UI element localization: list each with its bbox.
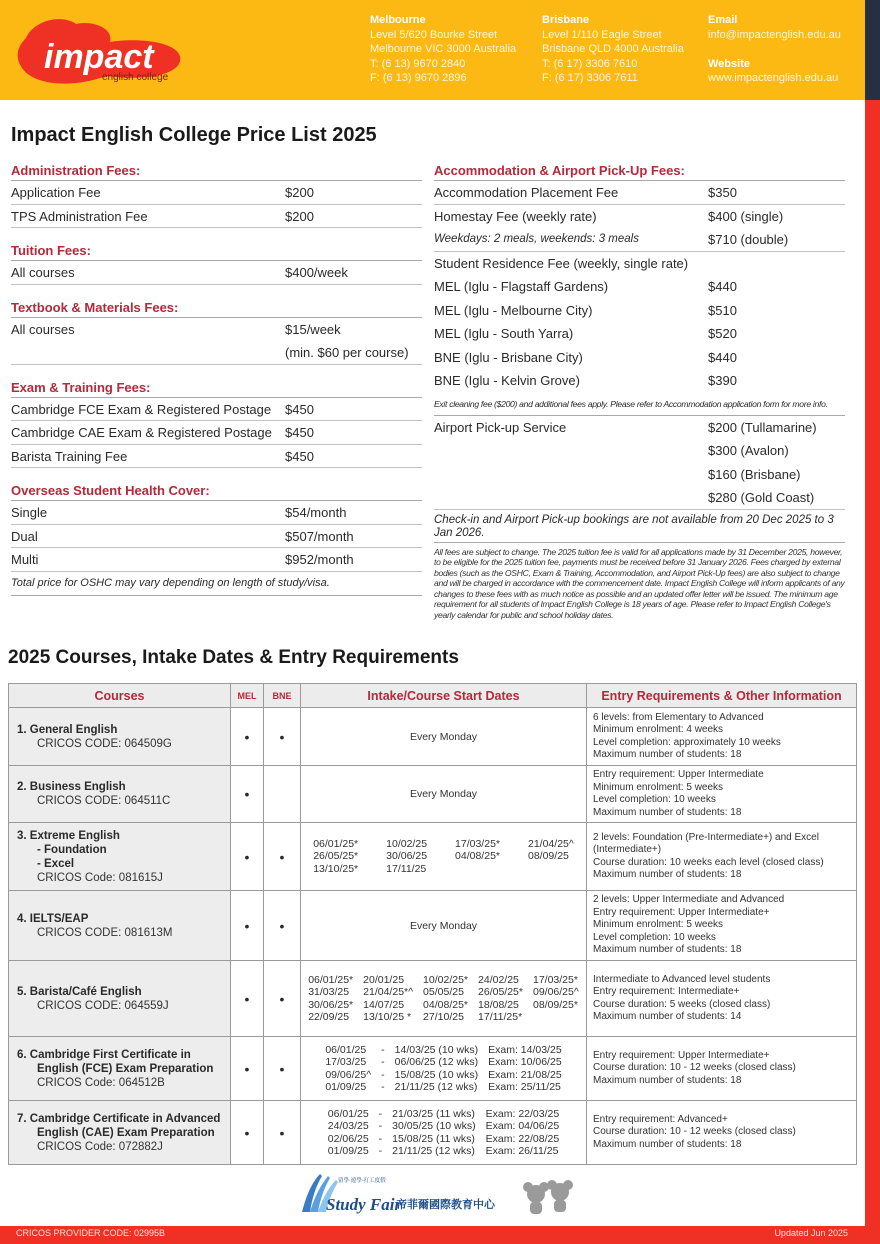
address-line: Level 5/620 Bourke Street [370, 28, 498, 41]
course-name: 1. General English [17, 723, 118, 736]
intake-text: Every Monday [409, 788, 478, 800]
intake-date: 04/08/25* [455, 850, 500, 863]
intake-date: 08/09/25 [528, 850, 569, 863]
fee-label: Cambridge CAE Exam & Registered Postage [11, 425, 272, 440]
fee-label: Single [11, 505, 48, 520]
email-link[interactable]: info@impactenglish.edu.au [708, 28, 841, 41]
course-subtitle: - Foundation [37, 843, 107, 856]
mel-availability [231, 823, 264, 891]
intake-dates [301, 1037, 587, 1101]
cricos-code: CRICOS CODE: 064559J [37, 999, 169, 1012]
address-line: Melbourne VIC 3000 Australia [370, 43, 517, 55]
website-link[interactable]: www.impactenglish.edu.au [708, 72, 839, 84]
fee-row [11, 341, 422, 365]
info-line: Course duration: 10 weeks each level (closed class) [593, 856, 824, 868]
fee-row [11, 501, 422, 525]
cricos-code: CRICOS CODE: 064509G [37, 737, 172, 750]
range-start: 06/01/25 [327, 1107, 369, 1120]
fee-label: BNE (Iglu - Kelvin Grove) [434, 373, 580, 388]
cricos-code: CRICOS CODE: 081613M [37, 926, 173, 939]
logo-subtext: english college [102, 72, 169, 83]
date-grid [308, 974, 579, 1024]
fee-label: Weekdays: 2 meals, weekends: 3 meals [434, 233, 639, 245]
intake-date: 08/09/25* [532, 998, 578, 1011]
course-subtitle: - Excel [37, 857, 75, 870]
fee-value: $280 (Gold Coast) [708, 490, 815, 505]
available-dot-icon: • [244, 1060, 250, 1077]
logo-i: impact [44, 38, 154, 76]
contact-melbourne [370, 13, 516, 86]
info-line: Entry requirement: Advanced+ [593, 1113, 728, 1125]
info-line: Entry requirement: Upper Intermediate+ [593, 906, 770, 918]
header-courses: Courses [9, 684, 231, 708]
entry-requirements [587, 708, 857, 766]
intake-dates [301, 891, 587, 961]
header-mel: MEL [231, 684, 264, 708]
course-name: 4. IELTS/EAP [17, 912, 89, 925]
fee-value: $952/month [285, 552, 354, 567]
intake-date: 17/11/25 [386, 862, 427, 875]
info-line: Course duration: 10 - 12 weeks (closed class) [593, 1126, 796, 1138]
fee-value: $450 [285, 401, 314, 417]
fee-row [11, 421, 422, 445]
entry-requirements [587, 1101, 857, 1165]
available-dot-icon: • [279, 917, 285, 934]
koala-icon [523, 1180, 573, 1214]
fee-row [11, 261, 422, 285]
mel-availability [231, 766, 264, 823]
fee-value: $200 (Tullamarine) [708, 419, 817, 435]
entry-requirements [587, 961, 857, 1037]
range-end: 21/03/25 (11 wks) [392, 1107, 475, 1120]
bne-availability [264, 891, 301, 961]
course-name: 2. Business English [17, 781, 126, 793]
intake-dates [301, 823, 587, 891]
residence-heading: Student Residence Fee (weekly, single rate) [434, 255, 689, 271]
info-line: Maximum number of students: 18 [593, 749, 742, 760]
intake-date: 24/02/25 [478, 973, 519, 986]
course-cell [9, 1101, 231, 1165]
fee-value: $200 [285, 208, 314, 224]
fine-print: All fees are subject to change. The 2025 tuition fee is valid for all applications made by 31 December 2025, however, to be eligible for the 2025 tuition fee, payments must be received before 31 January 2026. Fees charged by external bodies (such as the OSHC, Exam & Training, Accommodation, and Airport Pick-Up fees) are also subject to change and will be charged in accordance with the commencement date. Impact English College will inform applicants of any changes to these fees with as much notice as possible and an updated offer letter will be issued. The minimum age requirement for all students of Impact English College is 18 years of age. Please refer to Impact English College's yearly calendar for public and school holiday dates. [434, 546, 845, 621]
intake-date: 10/02/25* [423, 973, 469, 986]
info-line: Maximum number of students: 18 [593, 806, 742, 818]
exam-date: Exam: 22/08/25 [485, 1132, 560, 1145]
header-bne: BNE [264, 684, 301, 708]
fee-value: $54/month [285, 505, 347, 520]
range-dash: - [381, 1068, 385, 1081]
available-dot-icon: • [244, 786, 250, 802]
cricos-provider-code: CRICOS PROVIDER CODE: 02995B [16, 1228, 166, 1238]
section-heading-oshc: Overseas Student Health Cover: [11, 480, 422, 501]
email-title: Email [708, 14, 738, 26]
available-dot-icon: • [244, 728, 250, 745]
range-start: 24/03/25 [327, 1120, 369, 1132]
range-end: 30/05/25 (10 wks) [392, 1120, 476, 1132]
entry-requirements [587, 891, 857, 961]
fee-row [434, 252, 845, 276]
range-end: 06/06/25 (12 wks) [394, 1056, 479, 1068]
fee-value: $400 (single) [708, 208, 784, 224]
mel-availability [231, 961, 264, 1037]
entry-requirements [587, 766, 857, 823]
fee-label: Cambridge FCE Exam & Registered Postage [11, 401, 272, 417]
mel-availability [231, 1037, 264, 1101]
intake-date: 26/05/25* [313, 850, 359, 863]
fee-value: $450 [285, 425, 314, 440]
bne-availability [264, 708, 301, 766]
fee-value: $350 [708, 185, 737, 200]
fee-value: $390 [708, 373, 737, 388]
exam-date: Exam: 21/08/25 [488, 1068, 562, 1081]
course-name: 5. Barista/Café English [17, 985, 142, 998]
fee-row [11, 181, 422, 205]
course-cell [9, 891, 231, 961]
course-row [9, 823, 857, 891]
available-dot-icon: • [279, 990, 285, 1007]
range-dash: - [378, 1107, 383, 1120]
fee-value: $300 (Avalon) [708, 443, 789, 458]
fee-value: (min. $60 per course) [285, 345, 409, 360]
info-line: Maximum number of students: 18 [593, 1074, 742, 1086]
study-fair-logo [296, 1172, 581, 1218]
info-line: Entry requirement: Intermediate+ [593, 986, 740, 997]
fees-right-column [434, 160, 845, 621]
available-dot-icon: • [244, 917, 250, 934]
contact-title: Brisbane [542, 14, 590, 26]
contact-brisbane [542, 13, 684, 86]
course-row [9, 708, 857, 766]
fee-label: MEL (Iglu - Melbourne City) [434, 302, 593, 318]
fee-value: $450 [285, 448, 314, 464]
course-row [9, 961, 857, 1037]
course-cell [9, 1037, 231, 1101]
info-line: Maximum number of students: 18 [593, 869, 742, 880]
range-start: 17/03/25 [325, 1056, 367, 1068]
available-dot-icon: • [279, 728, 285, 745]
available-dot-icon: • [279, 1060, 285, 1077]
bne-availability [264, 1037, 301, 1101]
intake-date: 10/02/25 [386, 837, 428, 850]
address-line: Brisbane QLD 4000 Australia [542, 43, 684, 55]
edge-stripe-navy [865, 0, 880, 100]
fee-row [11, 445, 422, 469]
range-dash: - [378, 1120, 383, 1132]
fee-label: MEL (Iglu - South Yarra) [434, 326, 574, 341]
available-dot-icon: • [279, 1124, 285, 1141]
fee-row [434, 439, 845, 463]
range-end: 21/11/25 (12 wks) [392, 1145, 475, 1157]
fee-value: $160 (Brisbane) [708, 466, 801, 482]
fax: F: (6 13) 9670 2896 [370, 72, 467, 84]
intake-dates [301, 961, 587, 1037]
section-heading-textbook: Textbook & Materials Fees: [11, 297, 422, 318]
courses-table [8, 683, 857, 1165]
cricos-code: CRICOS Code: 064512B [37, 1076, 165, 1089]
range-dash: - [381, 1056, 385, 1068]
fee-row [11, 548, 422, 572]
available-dot-icon: • [279, 848, 285, 865]
contact-title: Melbourne [370, 14, 426, 26]
intake-date: 27/10/25 [423, 1011, 464, 1023]
intake-date: 21/04/25*^ [363, 986, 414, 998]
mel-availability [231, 708, 264, 766]
bne-availability [264, 1101, 301, 1165]
section-heading-tuition: Tuition Fees: [11, 240, 422, 261]
range-start: 09/06/25^ [325, 1068, 372, 1081]
exam-date: Exam: 22/03/25 [485, 1107, 560, 1120]
course-row [9, 1101, 857, 1165]
range-start: 01/09/25 [325, 1081, 367, 1093]
fee-row [434, 275, 845, 299]
available-dot-icon: • [244, 848, 250, 865]
info-line: Minimum enrolment: 4 weeks [593, 724, 724, 735]
intake-date: 17/11/25* [478, 1011, 523, 1023]
fee-label: Airport Pick-up Service [434, 419, 567, 435]
exam-date: Exam: 10/06/25 [488, 1056, 562, 1068]
intake-date: 14/07/25 [363, 998, 405, 1011]
fee-row [11, 205, 422, 229]
course-cell [9, 823, 231, 891]
intake-date: 13/10/25 * [363, 1011, 412, 1023]
info-line: Maximum number of students: 14 [593, 1011, 742, 1022]
edge-stripe-red [865, 100, 880, 1244]
bne-availability [264, 961, 301, 1037]
fee-value: $440 [708, 349, 737, 365]
fee-row [434, 463, 845, 487]
fee-row [434, 346, 845, 370]
fee-row [434, 322, 845, 346]
info-line: Maximum number of students: 18 [593, 1138, 742, 1150]
info-line: Level completion: 10 weeks [593, 931, 716, 943]
fee-label: All courses [11, 321, 75, 337]
info-line: Maximum number of students: 18 [593, 944, 742, 956]
fee-value: $440 [708, 279, 737, 294]
info-line: Level completion: 10 weeks [593, 794, 716, 805]
info-line: Course duration: 5 weeks (closed class) [593, 998, 771, 1010]
intake-date: 04/08/25* [423, 998, 469, 1011]
intake-date: 17/03/25* [455, 837, 500, 850]
bne-availability [264, 766, 301, 823]
fee-label: All courses [11, 265, 75, 280]
fee-row [11, 398, 422, 422]
intake-date: 06/01/25* [308, 973, 354, 986]
header-info: Entry Requirements & Other Information [587, 684, 857, 708]
course-cell [9, 766, 231, 823]
header [0, 0, 865, 100]
mel-availability [231, 1101, 264, 1165]
section-heading-administration: Administration Fees: [11, 160, 422, 181]
course-subtitle: English (CAE) Exam Preparation [37, 1126, 215, 1139]
intake-date: 21/04/25^ [528, 837, 574, 850]
fee-row [434, 369, 845, 393]
exam-date: Exam: 14/03/25 [488, 1043, 562, 1056]
intake-date: 26/05/25* [478, 986, 523, 998]
section-heading-exam: Exam & Training Fees: [11, 377, 422, 398]
intake-date: 22/09/25 [308, 1011, 350, 1023]
intake-text: Every Monday [409, 730, 478, 743]
available-dot-icon: • [244, 990, 250, 1007]
partner-chinese-name: 帝菲爾國際教育中心 [396, 1198, 495, 1211]
fax: F: (6 17) 3306 7611 [542, 72, 638, 84]
course-row [9, 766, 857, 823]
intake-date: 30/06/25* [308, 998, 354, 1011]
info-line: 2 levels: Foundation (Pre-Intermediate+) and Excel (Intermediate+) [593, 831, 819, 855]
fee-value: $510 [708, 302, 737, 318]
course-subtitle: English (FCE) Exam Preparation [37, 1062, 214, 1075]
intake-date: 06/01/25* [313, 837, 359, 850]
available-dot-icon: • [244, 1124, 250, 1141]
fee-label: Accommodation Placement Fee [434, 185, 619, 200]
range-start: 01/09/25 [327, 1145, 369, 1157]
range-end: 15/08/25 (11 wks) [392, 1132, 475, 1145]
address-line: Level 1/110 Eagle Street [542, 28, 662, 41]
fee-label: Barista Training Fee [11, 448, 128, 464]
section-heading-accommodation: Accommodation & Airport Pick-Up Fees: [434, 160, 845, 181]
fee-label [11, 341, 285, 364]
intake-date: 20/01/25 [363, 973, 405, 986]
intake-dates [301, 708, 587, 766]
course-cell [9, 708, 231, 766]
mel-availability [231, 891, 264, 961]
range-dash: - [378, 1145, 383, 1157]
course-row [9, 1037, 857, 1101]
fee-row [434, 181, 845, 205]
course-name: 3. Extreme English [17, 829, 120, 842]
partner-tagline: 留學·遊學·打工度假 [338, 1178, 386, 1184]
cricos-code: CRICOS CODE: 064511C [37, 795, 171, 807]
range-end: 14/03/25 (10 wks) [394, 1043, 479, 1056]
info-line: Minimum enrolment: 5 weeks [593, 781, 724, 793]
course-cell [9, 961, 231, 1037]
fee-row [434, 416, 845, 440]
exam-date: Exam: 04/06/25 [485, 1120, 560, 1132]
fee-row [434, 299, 845, 323]
intake-date: 09/06/25^ [532, 986, 579, 998]
impact-logo [14, 16, 184, 88]
residence-note: Exit cleaning fee ($200) and additional fees apply. Please refer to Accommodation application form for more info. [434, 393, 845, 416]
range-end: 15/08/25 (10 wks) [394, 1068, 479, 1081]
info-line: 6 levels: from Elementary to Advanced [593, 711, 764, 723]
intake-date: 05/05/25 [423, 986, 464, 998]
info-line: Entry requirement: Upper Intermediate+ [593, 1049, 770, 1061]
fee-label: Multi [11, 552, 39, 567]
range-dash: - [378, 1132, 383, 1145]
info-line: Level completion: approximately 10 weeks [593, 736, 781, 748]
fee-label: Dual [11, 528, 38, 544]
fee-value: $507/month [285, 528, 354, 544]
range-dash: - [381, 1043, 385, 1056]
checkin-note: Check-in and Airport Pick-up bookings are not available from 20 Dec 2025 to 3 Jan 2026. [434, 510, 845, 543]
fee-value: $400/week [285, 265, 348, 280]
range-end: 21/11/25 (12 wks) [394, 1081, 478, 1093]
fee-label: Application Fee [11, 185, 101, 200]
range-dash: - [381, 1081, 385, 1093]
header-dates: Intake/Course Start Dates [301, 684, 587, 708]
intake-date: 30/06/25 [386, 850, 428, 863]
updated-date: Updated Jun 2025 [774, 1228, 848, 1238]
fee-value: $200 [285, 185, 314, 200]
fee-value: $15/week [285, 321, 341, 337]
phone: T: (6 13) 9670 2840 [370, 57, 466, 70]
fee-label: Homestay Fee (weekly rate) [434, 208, 597, 224]
info-line: Entry requirement: Upper Intermediate [593, 769, 764, 780]
fee-label: MEL (Iglu - Flagstaff Gardens) [434, 279, 609, 294]
course-row [9, 891, 857, 961]
fee-label: TPS Administration Fee [11, 208, 148, 224]
fee-label: BNE (Iglu - Brisbane City) [434, 349, 583, 365]
cricos-code: CRICOS Code: 072882J [37, 1140, 163, 1153]
partner-name: Study Fair [326, 1195, 402, 1214]
exam-date: Exam: 25/11/25 [488, 1081, 561, 1093]
info-line: Intermediate to Advanced level students [593, 973, 771, 985]
fee-value: $710 (double) [708, 232, 789, 247]
range-start: 06/01/25 [325, 1043, 367, 1056]
date-range-grid [328, 1108, 559, 1158]
fee-row [11, 318, 422, 342]
fee-row [434, 205, 845, 229]
course-name: 7. Cambridge Certificate in Advanced [17, 1112, 221, 1125]
oshc-note: Total price for OSHC may vary depending on length of study/visa. [11, 572, 422, 596]
contact-online [708, 13, 841, 86]
intake-dates [301, 766, 587, 823]
course-name: 6. Cambridge First Certificate in [17, 1048, 191, 1061]
phone: T: (6 17) 3306 7610 [542, 57, 638, 70]
intake-date: 17/03/25* [532, 973, 578, 986]
info-line: Course duration: 10 - 12 weeks (closed class) [593, 1062, 796, 1074]
website-title: Website [708, 57, 750, 70]
fees-left-column [11, 160, 422, 596]
exam-date: Exam: 26/11/25 [485, 1145, 559, 1157]
range-start: 02/06/25 [327, 1132, 369, 1145]
intake-date: 13/10/25* [313, 862, 359, 875]
fee-row [11, 525, 422, 549]
courses-title: 2025 Courses, Intake Dates & Entry Requirements [8, 647, 459, 668]
date-grid [313, 838, 574, 876]
intake-date: 31/03/25 [308, 986, 350, 998]
intake-text: Every Monday [409, 919, 478, 932]
fee-value: $520 [708, 326, 737, 341]
intake-date: 18/08/25 [478, 998, 519, 1011]
cricos-code: CRICOS Code: 081615J [37, 871, 163, 884]
date-range-grid [325, 1044, 561, 1094]
page-title: Impact English College Price List 2025 [11, 124, 377, 146]
info-line: 2 levels: Upper Intermediate and Advanced [593, 894, 785, 906]
fee-row [434, 228, 845, 252]
entry-requirements [587, 823, 857, 891]
intake-dates [301, 1101, 587, 1165]
bne-availability [264, 823, 301, 891]
fee-row [434, 486, 845, 510]
info-line: Minimum enrolment: 5 weeks [593, 919, 724, 931]
entry-requirements [587, 1037, 857, 1101]
